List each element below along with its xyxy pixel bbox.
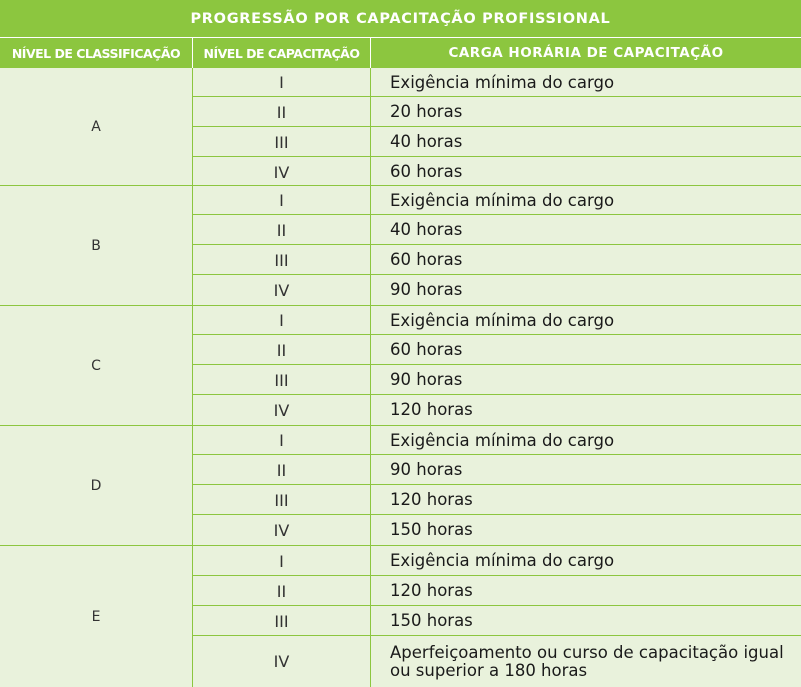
table-row — [193, 485, 801, 515]
capacitation-level-cell: I — [279, 431, 284, 450]
table-row — [193, 365, 801, 395]
table-header-row — [0, 37, 801, 68]
capacitation-level-cell: IV — [273, 400, 290, 420]
header-classification-level: NÍVEL DE CLASSIFICAÇÃO — [11, 45, 181, 61]
table-row — [193, 515, 801, 545]
capacitation-level-cell: II — [276, 220, 287, 240]
capacitation-level-cell: I — [279, 191, 284, 210]
capacitation-level-cell: I — [279, 311, 284, 330]
training-hours-cell: 40 horas — [390, 132, 463, 151]
classification-level-cell: B — [91, 238, 101, 254]
table-row — [193, 606, 801, 636]
capacitation-level-cell: II — [276, 340, 287, 360]
capacitation-level-cell: IV — [273, 162, 290, 182]
table-row — [193, 245, 801, 275]
training-hours-cell: Exigência mínima do cargo — [390, 430, 615, 450]
training-hours-cell: Exigência mínima do cargo — [390, 190, 615, 210]
training-hours-cell: Exigência mínima do cargo — [390, 551, 615, 570]
table-row — [193, 97, 801, 127]
table-row — [193, 186, 801, 215]
capacitation-level-cell: I — [279, 551, 284, 571]
table-row — [193, 157, 801, 187]
capacitation-level-cell: IV — [273, 280, 290, 300]
training-hours-cell: Exigência mínima do cargo — [390, 72, 615, 92]
training-hours-cell: 90 horas — [390, 280, 463, 299]
training-hours-cell: 120 horas — [390, 490, 473, 509]
table-row — [193, 455, 801, 485]
classification-group — [0, 426, 801, 546]
training-hours-cell: 60 horas — [390, 250, 463, 269]
training-hours-cell: 20 horas — [390, 102, 463, 121]
capacitation-level-cell: IV — [273, 652, 290, 671]
table-row — [193, 636, 801, 687]
capacitation-level-cell: II — [276, 460, 287, 480]
capacitation-level-cell: III — [274, 490, 289, 510]
table-row — [193, 395, 801, 425]
capacitation-level-cell: II — [276, 102, 287, 122]
training-hours-cell: 40 horas — [390, 220, 463, 239]
training-hours-cell: 120 horas — [390, 400, 473, 419]
table-row — [193, 426, 801, 455]
training-hours-cell: 120 horas — [390, 581, 473, 600]
capacitation-level-cell: III — [274, 250, 289, 270]
table-row — [193, 306, 801, 335]
table-row — [193, 275, 801, 305]
header-training-hours: CARGA HORÁRIA DE CAPACITAÇÃO — [448, 45, 724, 61]
classification-level-cell: E — [91, 608, 101, 625]
training-hours-cell: 60 horas — [390, 162, 463, 181]
capacitation-level-cell: III — [274, 611, 289, 631]
training-hours-cell: 60 horas — [390, 340, 463, 359]
table-row — [193, 546, 801, 576]
capacitation-level-cell: III — [274, 370, 289, 390]
table-row — [193, 576, 801, 606]
table-row — [193, 215, 801, 245]
table-row — [193, 335, 801, 365]
capacitation-level-cell: IV — [273, 520, 290, 540]
table-row — [193, 68, 801, 97]
training-hours-cell: 150 horas — [390, 611, 473, 630]
classification-group — [0, 68, 801, 186]
classification-level-cell: D — [90, 478, 102, 494]
classification-group — [0, 306, 801, 426]
training-hours-cell: Aperfeiçoamento ou curso de capacitação igual ou superior a 180 horas — [390, 642, 784, 680]
capacitation-level-cell: I — [279, 73, 284, 92]
table-row — [193, 127, 801, 157]
training-hours-cell: Exigência mínima do cargo — [390, 310, 615, 330]
table-title: PROGRESSÃO POR CAPACITAÇÃO PROFISSIONAL — [0, 0, 801, 37]
header-capacitation-level: NÍVEL DE CAPACITAÇÃO — [203, 45, 360, 61]
classification-group — [0, 186, 801, 306]
classification-group — [0, 546, 801, 687]
training-hours-cell: 150 horas — [390, 520, 473, 539]
capacitation-level-cell: II — [276, 581, 287, 601]
classification-level-cell: A — [91, 119, 101, 135]
capacitation-level-cell: III — [274, 132, 289, 152]
training-hours-cell: 90 horas — [390, 460, 463, 479]
classification-level-cell: C — [91, 358, 101, 374]
training-hours-cell: 90 horas — [390, 370, 463, 389]
